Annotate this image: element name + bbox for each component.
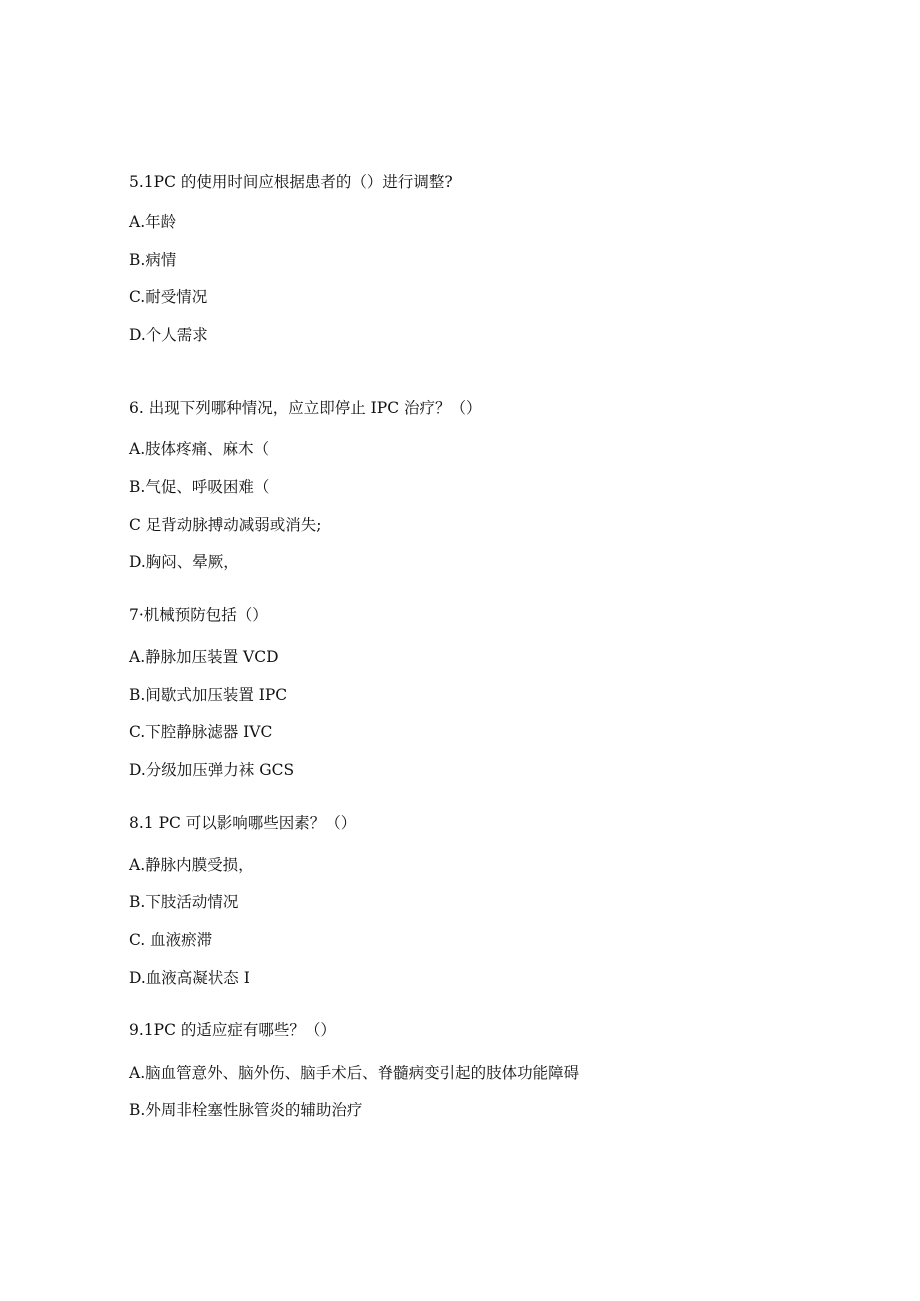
- question-5-stem: 5.1PC 的使用时间应根据患者的（）进行调整?: [129, 173, 453, 191]
- question-8-stem: 8.1 PC 可以影响哪些因素？（）: [129, 814, 357, 832]
- question-6-option-b: B.气促、呼吸困难（: [129, 478, 270, 496]
- question-9-option-b: B.外周非栓塞性脉管炎的辅助治疗: [129, 1101, 363, 1119]
- question-6-stem: 6. 出现下列哪种情况，应立即停止 IPC 治疗？（）: [129, 399, 482, 417]
- question-5-option-a: A.年龄: [129, 213, 177, 231]
- question-5-option-c: C.耐受情况: [129, 288, 208, 306]
- question-9-stem: 9.1PC 的适应症有哪些？（）: [129, 1021, 336, 1039]
- question-5-option-d: D.个人需求: [129, 326, 208, 344]
- question-6-option-a: A.肢体疼痛、麻木（: [129, 440, 270, 458]
- question-7-option-c: C.下腔静脉滤器 IVC: [129, 723, 273, 741]
- question-8-option-c: C. 血液瘀滞: [129, 931, 213, 949]
- question-7-option-a: A.静脉加压装置 VCD: [129, 648, 279, 666]
- question-7-stem: 7·机械预防包括（）: [129, 606, 268, 624]
- question-6-option-c: C 足背动脉搏动减弱或消失;: [129, 516, 322, 534]
- question-9-option-a: A.脑血管意外、脑外伤、脑手术后、脊髓病变引起的肢体功能障碍: [129, 1064, 580, 1082]
- question-5-option-b: B.病情: [129, 251, 177, 269]
- question-7-option-b: B.间歇式加压装置 IPC: [129, 686, 288, 704]
- question-6-option-d: D.胸闷、晕厥，: [129, 553, 239, 571]
- question-7-option-d: D.分级加压弹力袜 GCS: [129, 761, 295, 779]
- question-8-option-a: A.静脉内膜受损，: [129, 856, 254, 874]
- question-8-option-b: B.下肢活动情况: [129, 893, 239, 911]
- question-8-option-d: D.血液高凝状态 I: [129, 969, 250, 987]
